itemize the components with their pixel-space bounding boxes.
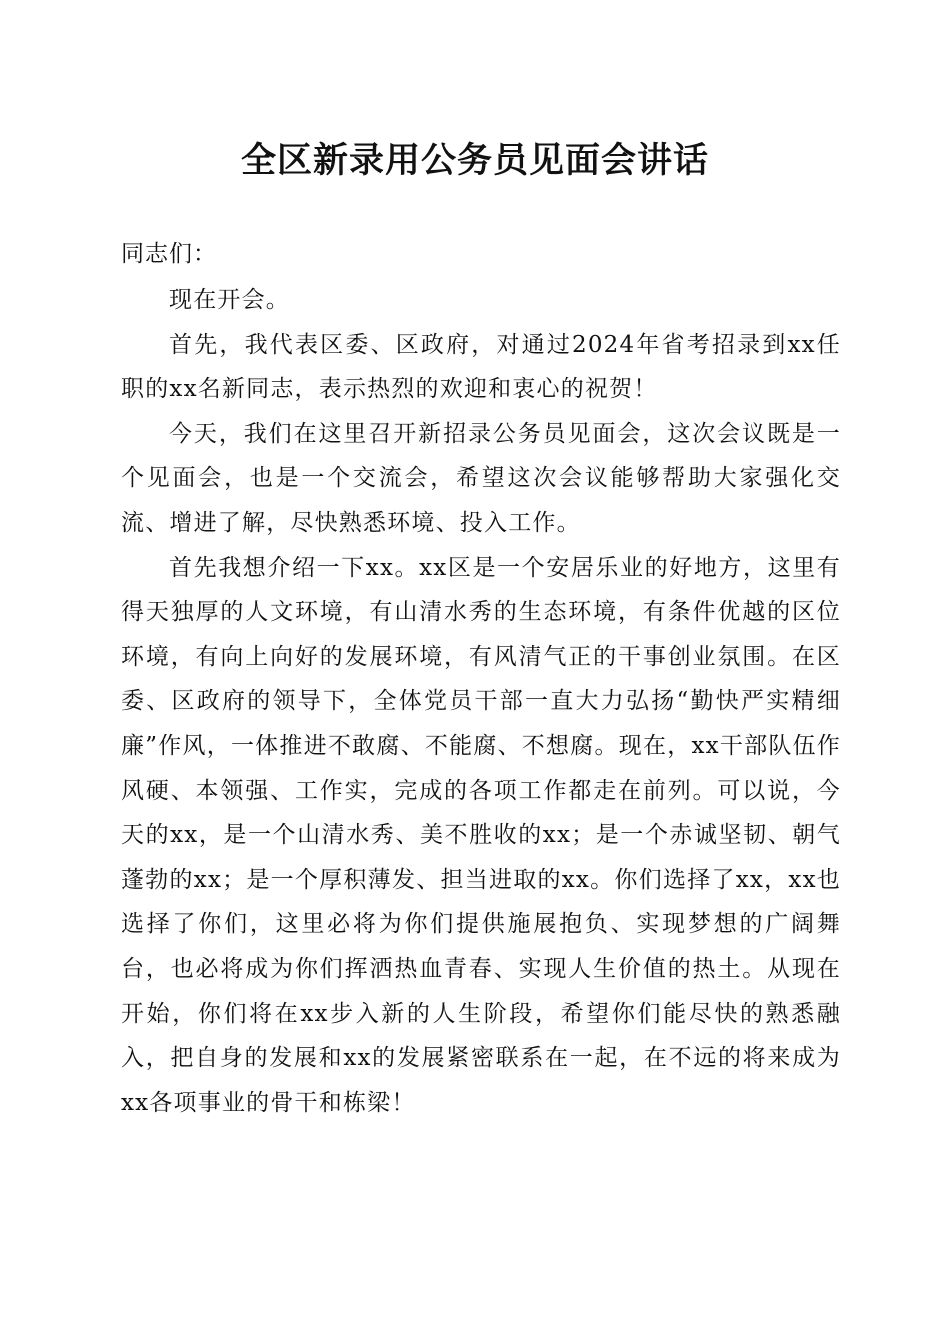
document-title: 全区新录用公务员见面会讲话 xyxy=(240,140,709,181)
paragraph-welcome: 首先，我代表区委、区政府，对通过2024年省考招录到xx任职的xx名新同志，表示热烈的欢迎和衷心的祝贺！ xyxy=(121,331,841,403)
paragraph-purpose: 今天，我们在这里召开新招录公务员见面会，这次会议既是一个见面会，也是一个交流会，希望这次会议能够帮助大家强化交流、增进了解，尽快熟悉环境、投入工作。 xyxy=(121,420,841,536)
paragraph-opening: 现在开会。 xyxy=(169,287,290,313)
salutation: 同志们： xyxy=(121,241,217,267)
paragraph-introduction: 首先我想介绍一下xx。xx区是一个安居乐业的好地方，这里有得天独厚的人文环境，有山清水秀的生态环境，有条件优越的区位环境，有向上向好的发展环境，有风清气正的干事创业氛围。在区委、区政府的领导下，全体党员干部一直大力弘扬“勤快严实精细廉”作风，一体推进不敢腐、不能腐、不想腐。现在，xx干部队伍作风硬、本领强、工作实，完成的各项工作都走在前列。可以说，今天的xx，是一个山清水秀、美不胜收的xx；是一个赤诚坚韧、朝气蓬勃的xx；是一个厚积薄发、担当进取的xx。你们选择了xx，xx也选择了你们，这里必将为你们提供施展抱负、实现梦想的广阔舞台，也必将成为你们挥洒热血青春、实现人生价值的热土。从现在开始，你们将在xx步入新的人生阶段，希望你们能尽快的熟悉融入，把自身的发展和xx的发展紧密联系在一起，在不远的将来成为xx各项事业的骨干和栋梁！ xyxy=(121,554,841,1116)
document-body xyxy=(121,278,841,1125)
